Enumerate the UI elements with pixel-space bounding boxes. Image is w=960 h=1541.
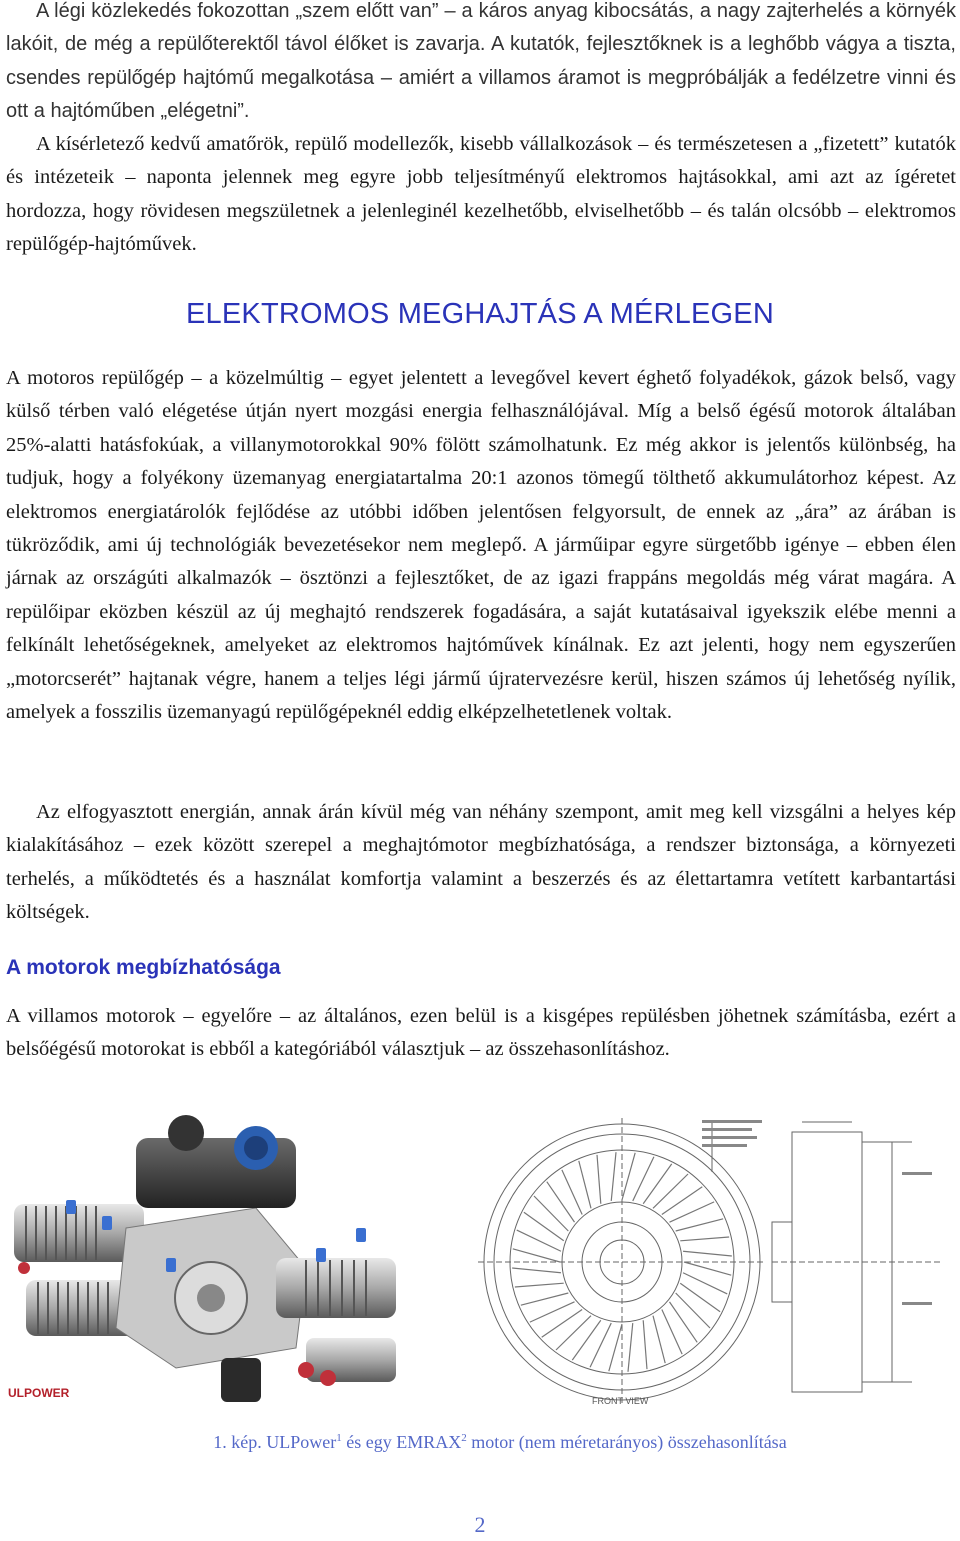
figure [0,1108,960,1418]
stator-spoke [517,1230,561,1251]
intro-paragraph-1: A légi közlekedés fokozottan „szem előtt van” – a káros anyag kibocsátás, a nagy zajterhelés a környék lakóit, de még a repülőterektől távol élőket is zavarja. A kutatók, fejlesztőknek is a leghőbb vágya a tiszta, csendes repülőgép hajtómű megalkotása – amiért a villamos áramot is megpróbálják a fedélzetre vinni és ott a hajtóműben „elégetni”. [6,0,956,123]
ulpower-engine-image [6,1108,424,1413]
stator-spoke [611,1152,616,1201]
stator-spoke [556,1316,591,1350]
figure-caption: 1. kép. ULPower$^1$ és egy EMRAX$^2$ motor (nem méretarányos) összehasonlítása [213,1432,787,1452]
section-heading: ELEKTROMOS MEGHAJTÁS A MÉRLEGEN [186,298,774,330]
stator-spoke [680,1237,729,1241]
stator-spoke [579,1161,591,1208]
stator-spoke [653,1174,688,1208]
ulpower-logo: ULPOWER [8,1386,70,1400]
stator-spoke [622,1153,635,1200]
stator-spoke [628,1323,633,1372]
stator-spoke [676,1293,710,1328]
stator-spoke [609,1324,622,1371]
subsection-heading: A motorok megbízhatósága [6,956,281,979]
body-paragraph-1: A motoros repülőgép – a közelmúltig – egyet jelentett a levegővel kevert éghető folyadékok, gázok belső, vagy külső térben való elégetése útján nyert mozgási energia felhasználójával. Míg a belső égésű motorok általában 25%-alatti hatásfokúak, a villanymotorokkal 90% fölött számolhatunk. Ez még akkor is jelentős különbség, ha tudjuk, hogy a folyékony üzemanyag energiatartalma 20:1 azonos tömegű tölthető akkumulátorhoz képest. Az elektromos energiatárolók fejlődése az utóbbi időben jelentősen felgyorsult, de ennek az „ára” az árában is tükröződik, ami új technológiák bevezetésekor nem meglepő. A járműipar egyre sürgetőbb igénye – ebben élen járnak az országúti alkalmazók – ösztönzi a fejlesztőket, de az igazi frappáns megoldás még várat magára. A repülőipar eközben készül az új meghajtó rendszerek fogadására, a saját kutatásaival igyekszik elébe menni a felkínált lehetőségeknek, amelyeket az elektromos hajtóművek kínálnak. Ez azt jelenti, hogy nem egyszerűen „motorcserét” hajtanak végre, hanem a teljes légi jármű újratervezésre kerül, hiszen számos új lehetőség nyílik, amelyek a fosszilis üzemanyagú repülőgépeknél eddig elképzelhetetlenek voltak. [6,367,956,724]
stator-spoke [683,1273,727,1294]
stator-spoke [633,1157,654,1201]
emrax-drawing-image [472,1112,952,1410]
stator-spoke [515,1283,564,1287]
page-number: 2 [474,1512,486,1537]
front-view-label: FRONT VIEW [592,1396,649,1406]
stator-spoke [653,1316,665,1363]
stator-spoke [643,1320,647,1369]
intro-paragraph-2: A kísérletező kedvű amatőrök, repülő modellezők, kisebb vállalkozások – és természetesen a „fizetett” kutatók és intézeteik – naponta jelennek meg egyre jobb teljesítményű elektromos hajtásokkal, ami azt az ígéretet hordozza, hogy rövidesen megszületnek a jelenleginél kezelhetőbb, elviselhetőbb – és talán olcsóbb – elektromos repülőgép-hajtóművek. [6,133,956,256]
stator-spoke [512,1268,561,1273]
body-paragraph-2: Az elfogyasztott energián, annak árán kívül még van néhány szempont, amit meg kell vizsgálni a helyes kép kialakításához – ezek között szerepel a meghajtómotor megbízhatósága, a rendszer biztonsága, a környezeti terhelés, a működtetés és a használat komfortja valamint a beszerzés és az élettartamra vetített karbantartási költségek. [6,801,956,924]
stator-spoke [597,1155,601,1204]
stator-spoke [590,1323,611,1367]
stator-spoke [534,1196,568,1231]
stator-spoke [684,1262,731,1275]
stator-spoke [676,1219,723,1231]
body-paragraph-3: A villamos motorok – egyelőre – az általános, ezen belül is a kisgépes repülésben jöhetnek számításba, ezért a belsőégésű motorokat is ebből a kategóriából választjuk – az összehasonlításhoz. [6,1005,956,1061]
stator-spoke [521,1293,568,1305]
stator-spoke [683,1251,732,1256]
stator-spoke [513,1249,560,1262]
